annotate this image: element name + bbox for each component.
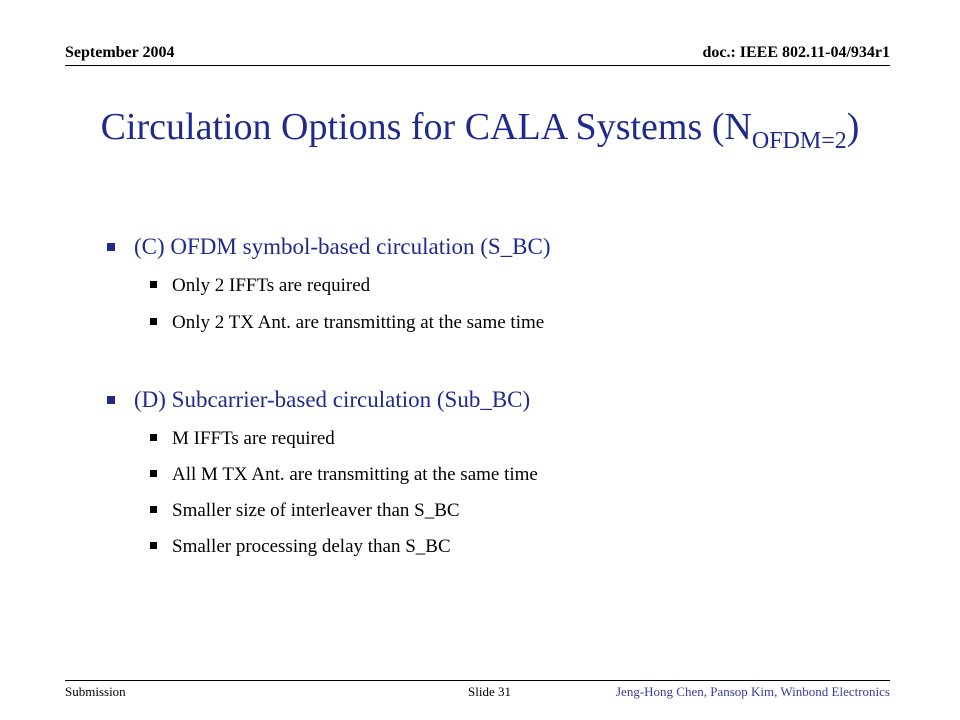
header-divider <box>65 65 890 66</box>
bullet-square-icon <box>150 470 157 477</box>
list-item-text: Smaller processing delay than S_BC <box>172 536 451 557</box>
list-item <box>150 275 370 297</box>
bullet-square-icon <box>150 318 157 325</box>
list-item <box>150 500 460 522</box>
footer-authors: Jeng-Hong Chen, Pansop Kim, Winbond Electronics <box>615 684 890 699</box>
bullet-square-icon <box>150 506 157 513</box>
section-heading-text: (C) OFDM symbol-based circulation (S_BC) <box>134 234 551 259</box>
list-item <box>150 536 451 558</box>
list-item-text: Only 2 TX Ant. are transmitting at the same time <box>172 312 545 333</box>
title-close: ) <box>846 106 860 148</box>
section-heading-text: (D) Subcarrier-based circulation (Sub_BC) <box>134 387 531 412</box>
title-subscript: OFDM=2 <box>751 128 847 154</box>
footer-submission: Submission <box>65 684 126 699</box>
section-heading-c <box>107 234 551 260</box>
bullet-square-icon <box>150 281 157 288</box>
bullet-square-icon <box>107 243 115 251</box>
bullet-square-icon <box>150 542 157 549</box>
list-item <box>150 428 335 450</box>
header-date: September 2004 <box>65 44 175 61</box>
slide-title <box>0 105 960 155</box>
list-item-text: Smaller size of interleaver than S_BC <box>172 500 460 521</box>
list-item-text: Only 2 IFFTs are required <box>172 275 371 296</box>
list-item-text: M IFFTs are required <box>172 428 335 449</box>
list-item <box>150 312 544 334</box>
section-heading-d <box>107 387 530 413</box>
list-item <box>150 464 538 486</box>
bullet-square-icon <box>150 434 157 441</box>
bullet-square-icon <box>107 396 115 404</box>
header-doc-id: doc.: IEEE 802.11-04/934r1 <box>702 44 890 61</box>
list-item-text: All M TX Ant. are transmitting at the same time <box>172 464 538 485</box>
slide-number: Slide 31 <box>468 684 511 699</box>
footer-divider <box>65 680 890 681</box>
title-main: Circulation Options for CALA Systems (N <box>100 106 752 148</box>
